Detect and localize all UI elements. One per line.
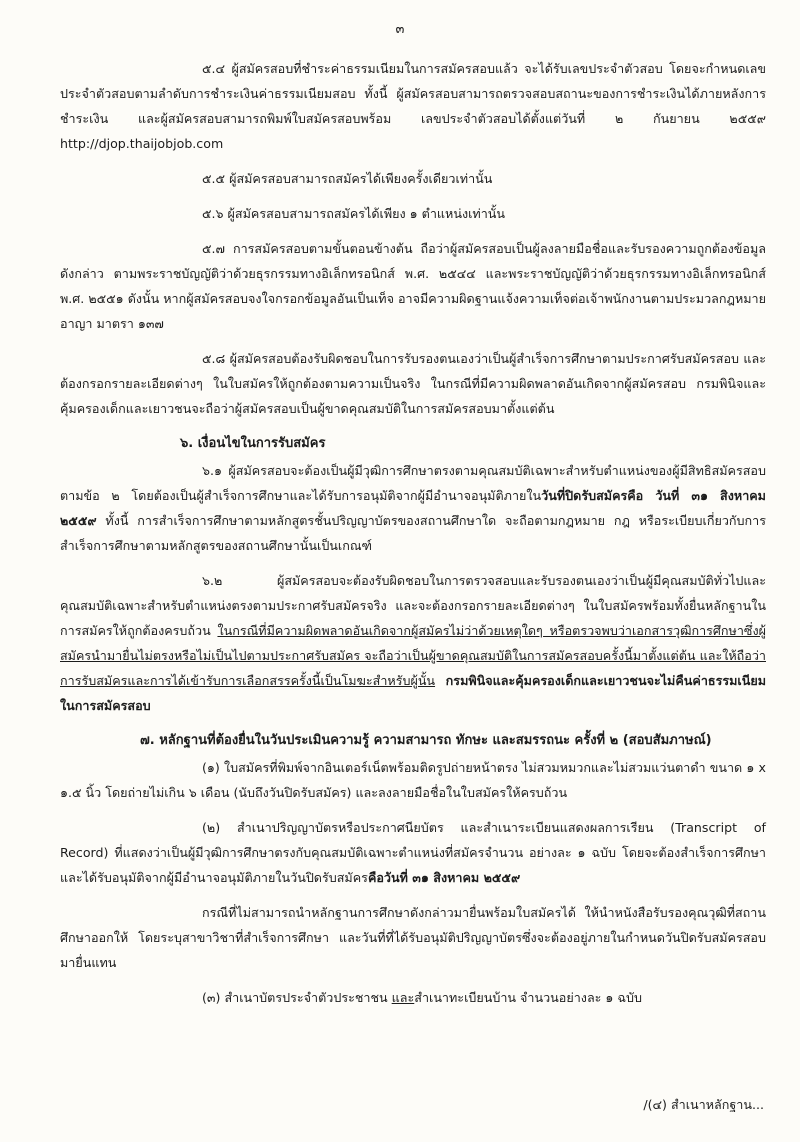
clause-6-1-rest: ทั้งนี้ การสำเร็จการศึกษาตามหลักสูตรชั้นปริญญาบัตรของสถานศึกษาใด จะถือตามกฎหมาย กฎ หรือระเบียบเกี่ยวกับการสำเร็จการศึกษาตามหลักสูตรของสถานศึกษานั้นเป็นเกณฑ์ — [60, 513, 766, 553]
section-6-heading: ๖. เงื่อนไขในการรับสมัคร — [180, 436, 326, 451]
clause-7-2-deadline: คือวันที่ ๓๑ สิงหาคม ๒๕๕๙ — [367, 870, 521, 885]
clause-7-3-text: (๓) สำเนาบัตรประจำตัวประชาชน — [202, 990, 392, 1005]
clause-6-1-deadline: วันที่ปิดรับสมัครคือ วันที่ ๓๑ สิงหาคม ๒๕๕๙ — [60, 488, 766, 528]
clause-5-8: ๕.๘ ผู้สมัครสอบต้องรับผิดชอบในการรับรองตนเองว่าเป็นผู้สำเร็จการศึกษาตามประกาศรับสมัครสอบ และต้องกรอกรายละเอียดต่างๆ ในใบสมัครให้ถูกต้องตามความเป็นจริง ในกรณีที่มีความผิดพลาดอันเกิดจากผู้สมัครสอบ กรมพินิจและคุ้มครองเด็กและเยาวชนจะถือว่าผู้สมัครสอบเป็นผู้ขาดคุณสมบัติในการสมัครสอบมาตั้งแต่ต้น — [60, 351, 766, 416]
clause-5-5: ๕.๕ ผู้สมัครสอบสามารถสมัครได้เพียงครั้งเดียวเท่านั้น — [202, 171, 493, 186]
continuation-note: /(๔) สำเนาหลักฐาน... — [643, 1097, 764, 1112]
clause-7-2 — [60, 815, 766, 890]
clause-6-2 — [60, 568, 766, 718]
clause-6-2-bold: กรมพินิจและคุ้มครองเด็กและเยาวชนจะไม่คืนค่าธรรมเนียมในการสมัครสอบ — [60, 673, 766, 713]
clause-6-2-text: ๖.๒ ผู้สมัครสอบจะต้องรับผิดชอบในการตรวจสอบและรับรองตนเองว่าเป็นผู้มีคุณสมบัติทั่วไปและคุณสมบัติเฉพาะสำหรับตำแหน่งตรงตามประกาศรับสมัครจริง และจะต้องกรอกรายละเอียดต่างๆ ในใบสมัครพร้อมทั้งยื่นหลักฐานในการสมัครให้ถูกต้องครบถ้วน — [60, 573, 766, 638]
clause-7-3-rest: สำเนาทะเบียนบ้าน จำนวนอย่างละ ๑ ฉบับ — [414, 990, 642, 1005]
clause-6-2-underlined: ในกรณีที่มีความผิดพลาดอันเกิดจากผู้สมัครไม่ว่าด้วยเหตุใดๆ หรือตรวจพบว่าเอกสารวุฒิการศึกษาซึ่งผู้สมัครนำมายื่นไม่ตรงหรือไม่เป็นไปตามประกาศรับสมัคร จะถือว่าเป็นผู้ขาดคุณสมบัติในการสมัครสอบครั้งนี้มาตั้งแต่ต้น และให้ถือว่าการรับสมัครและการได้เข้ารับการเลือกสรรครั้งนี้เป็นโมฆะสำหรับผู้นั้น — [60, 623, 766, 688]
clause-5-6: ๕.๖ ผู้สมัครสอบสามารถสมัครได้เพียง ๑ ตำแหน่งเท่านั้น — [202, 206, 506, 221]
clause-7-2-note: กรณีที่ไม่สามารถนำหลักฐานการศึกษาดังกล่าวมายื่นพร้อมใบสมัครได้ ให้นำหนังสือรับรองคุณวุฒิที่สถานศึกษาออกให้ โดยระบุสาขาวิชาที่สำเร็จการศึกษา และวันที่ที่ได้รับอนุมัติปริญญาบัตรซึ่งจะต้องอยู่ภายในกำหนดวันปิดรับสมัครสอบมายื่นแทน — [60, 905, 766, 970]
clause-7-3-and: และ — [391, 990, 415, 1005]
clause-5-7: ๕.๗ การสมัครสอบตามขั้นตอนข้างต้น ถือว่าผู้สมัครสอบเป็นผู้ลงลายมือชื่อและรับรองความถูกต้องข้อมูลดังกล่าว ตามพระราชบัญญัติว่าด้วยธุรกรรมทางอิเล็กทรอนิกส์ พ.ศ. ๒๕๔๔ และพระราชบัญญัติว่าด้วยธุรกรรมทางอิเล็กทรอนิกส์ พ.ศ. ๒๕๕๑ ดังนั้น หากผู้สมัครสอบจงใจกรอกข้อมูลอันเป็นเท็จ อาจมีความผิดฐานแจ้งความเท็จต่อเจ้าพนักงานตามประมวลกฎหมายอาญา มาตรา ๑๓๗ — [60, 241, 766, 331]
clause-7-2-text: (๒) สำเนาปริญญาบัตรหรือประกาศนียบัตร และสำเนาระเบียนแสดงผลการเรียน (Transcript of Record) ที่แสดงว่าเป็นผู้มีวุฒิการศึกษาตรงกับคุณสมบัติเฉพาะตำแหน่งที่สมัครจำนวน อย่างละ ๑ ฉบับ โดยจะต้องสำเร็จการศึกษาและได้รับอนุมัติจากผู้มีอำนาจอนุมัติภายในวันปิดรับสมัคร — [60, 820, 766, 885]
clause-6-1 — [60, 458, 766, 558]
page-number: ๓ — [395, 22, 405, 37]
clause-7-1: (๑) ใบสมัครที่พิมพ์จากอินเตอร์เน็ตพร้อมติดรูปถ่ายหน้าตรง ไม่สวมหมวกและไม่สวมแว่นตาดำ ขนาด ๑ x ๑.๕ นิ้ว โดยถ่ายไม่เกิน ๖ เดือน (นับถึงวันปิดรับสมัคร) และลงลายมือชื่อในใบสมัครให้ครบถ้วน — [60, 760, 766, 800]
document-body — [60, 56, 766, 1020]
section-7-heading: ๗. หลักฐานที่ต้องยื่นในวันประเมินความรู้ ความสามารถ ทักษะ และสมรรถนะ ครั้งที่ ๒ (สอบสัมภาษณ์) — [140, 733, 712, 748]
clause-6-1-text: ๖.๑ ผู้สมัครสอบจะต้องเป็นผู้มีวุฒิการศึกษาตรงตามคุณสมบัติเฉพาะสำหรับตำแหน่งของผู้มีสิทธิสมัครสอบตามข้อ ๒ โดยต้องเป็นผู้สำเร็จการศึกษาและได้รับการอนุมัติจากผู้มีอำนาจอนุมัติภายใน — [60, 463, 766, 503]
clause-5-4: ๕.๔ ผู้สมัครสอบที่ชำระค่าธรรมเนียมในการสมัครสอบแล้ว จะได้รับเลขประจำตัวสอบ โดยจะกำหนดเลขประจำตัวสอบตามลำดับการชำระเงินค่าธรรมเนียมสอบ ทั้งนี้ ผู้สมัครสอบสามารถตรวจสอบสถานะของการชำระเงินได้ภายหลังการชำระเงิน และผู้สมัครสอบสามารถพิมพ์ใบสมัครสอบพร้อม เลขประจำตัวสอบได้ตั้งแต่วันที่ ๒ กันยายน ๒๕๕๙ http://djop.thaijobjob.com — [60, 61, 766, 151]
clause-7-3 — [60, 985, 766, 1010]
